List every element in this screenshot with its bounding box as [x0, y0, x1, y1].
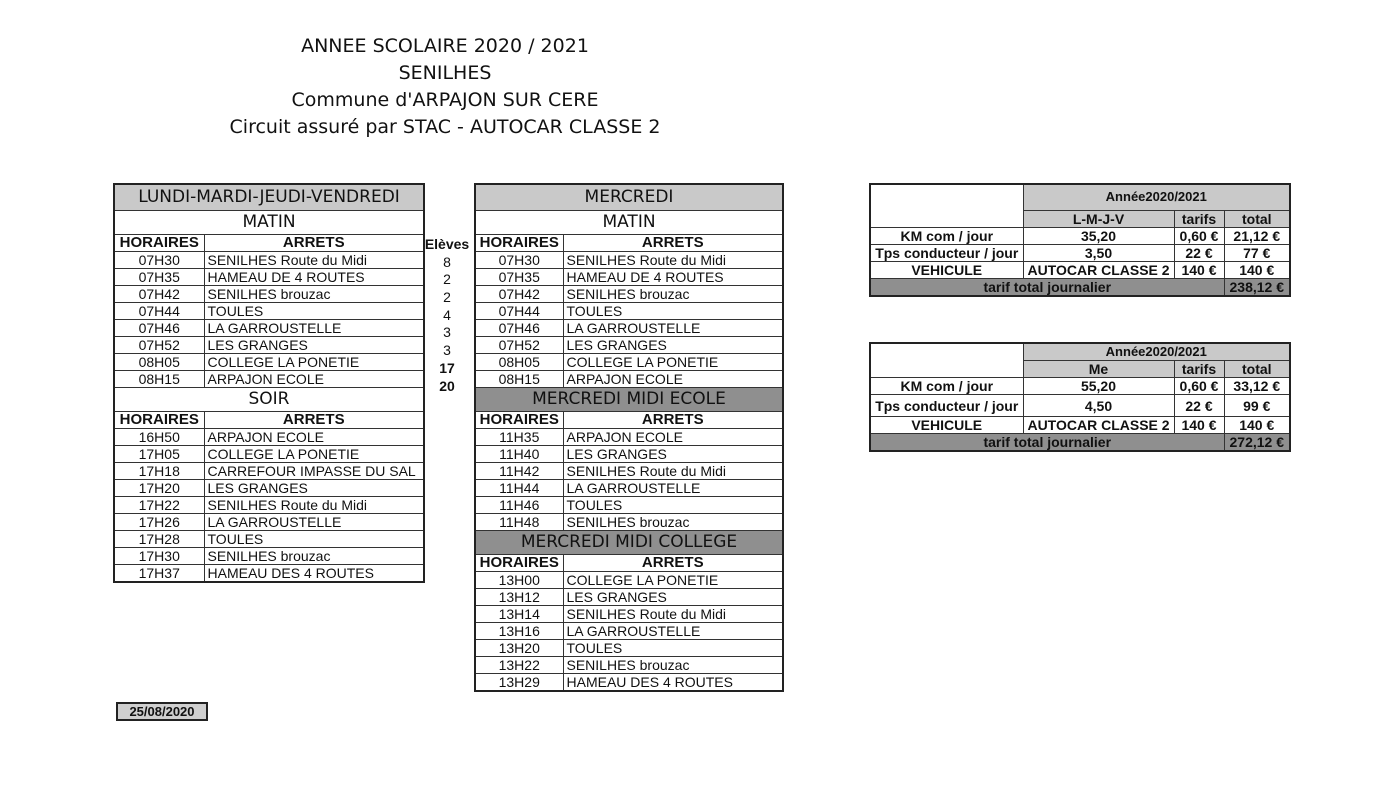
mercredi-midi-college-row: [475, 656, 783, 673]
mercredi-matin-time: 07H44: [475, 302, 563, 319]
mercredi-matin-col-arrets: ARRETS: [563, 234, 783, 251]
lmjv-soir-row: [114, 547, 424, 564]
mercredi-matin-row: [475, 336, 783, 353]
tarif-lmjv-title: Année2020/2021: [1023, 184, 1290, 210]
mercredi-matin-row: [475, 353, 783, 370]
lmjv-soir-row: [114, 428, 424, 445]
lmjv-matin-time: 07H42: [114, 285, 204, 302]
mercredi-matin-time: 07H30: [475, 251, 563, 268]
mercredi-midi-college-row: [475, 622, 783, 639]
mercredi-midi-ecole-time: 11H35: [475, 428, 563, 445]
eleves-count: 17: [439, 359, 455, 376]
lmjv-soir-stop: HAMEAU DES 4 ROUTES: [204, 564, 424, 582]
mercredi-midi-ecole-col-arrets: ARRETS: [563, 411, 783, 428]
lmjv-soir-stop: SENILHES brouzac: [204, 547, 424, 564]
lmjv-matin-stop: LA GARROUSTELLE: [204, 319, 424, 336]
mercredi-midi-college-time: 13H29: [475, 673, 563, 691]
tarif-lmjv-col3: total: [1224, 210, 1290, 227]
lmjv-soir-stop: SENILHES Route du Midi: [204, 496, 424, 513]
mercredi-midi-ecole-time: 11H44: [475, 479, 563, 496]
mercredi-midi-ecole-stop: TOULES: [563, 496, 783, 513]
page-subtitle-commune: Commune d'ARPAJON SUR CERE: [291, 89, 599, 111]
mercredi-matin-col-horaires: HORAIRES: [475, 234, 563, 251]
lmjv-matin-stop: COLLEGE LA PONETIE: [204, 353, 424, 370]
lmjv-soir-row: [114, 462, 424, 479]
mercredi-midi-ecole-time: 11H46: [475, 496, 563, 513]
page-title: ANNEE SCOLAIRE 2020 / 2021: [301, 35, 589, 57]
tarif-me-row-label: KM com / jour: [870, 378, 1023, 395]
tarif-me-table: [869, 342, 1291, 452]
lmjv-soir-time: 17H30: [114, 547, 204, 564]
mercredi-matin-stop: ARPAJON ECOLE: [563, 370, 783, 387]
lmjv-soir-time: 17H28: [114, 530, 204, 547]
mercredi-matin-stop: LA GARROUSTELLE: [563, 319, 783, 336]
mercredi-matin-time: 07H42: [475, 285, 563, 302]
eleves-count: 3: [443, 324, 451, 341]
lmjv-soir-col-horaires: HORAIRES: [114, 411, 204, 428]
lmjv-soir-stop: ARPAJON ECOLE: [204, 428, 424, 445]
eleves-column: [422, 236, 472, 395]
tarif-me-row-tarif: 0,60 €: [1174, 378, 1224, 395]
tarif-lmjv-row-total: 77 €: [1224, 244, 1290, 261]
mercredi-midi-ecole-time: 11H42: [475, 462, 563, 479]
tarif-me-row-value: 55,20: [1023, 378, 1174, 395]
mercredi-midi-college-time: 13H16: [475, 622, 563, 639]
mercredi-matin-row: [475, 319, 783, 336]
lmjv-matin-stop: SENILHES brouzac: [204, 285, 424, 302]
lmjv-soir-time: 17H05: [114, 445, 204, 462]
tarif-lmjv-row-value: AUTOCAR CLASSE 2: [1023, 261, 1174, 278]
mercredi-matin-time: 07H46: [475, 319, 563, 336]
mercredi-matin-stop: SENILHES Route du Midi: [563, 251, 783, 268]
tarif-me-row-label: VEHICULE: [870, 417, 1023, 434]
mercredi-midi-college-row: [475, 605, 783, 622]
lmjv-matin-row: [114, 336, 424, 353]
tarif-lmjv-row-tarif: 0,60 €: [1174, 227, 1224, 244]
mercredi-midi-college-row: [475, 588, 783, 605]
tarif-lmjv-table: [869, 183, 1291, 297]
tarif-lmjv-row-label: Tps conducteur / jour: [870, 244, 1023, 261]
eleves-count: 2: [443, 271, 451, 288]
mercredi-midi-college-stop: LES GRANGES: [563, 588, 783, 605]
mercredi-midi-college-label: MERCREDI MIDI COLLEGE: [475, 530, 783, 554]
lmjv-soir-time: 17H18: [114, 462, 204, 479]
tarif-me-row-value: AUTOCAR CLASSE 2: [1023, 417, 1174, 434]
eleves-count: 4: [443, 306, 451, 323]
mercredi-midi-ecole-row: [475, 513, 783, 530]
tarif-lmjv-row-tarif: 140 €: [1174, 261, 1224, 278]
lmjv-soir-row: [114, 496, 424, 513]
lmjv-soir-time: 17H37: [114, 564, 204, 582]
tarif-lmjv-col2: tarifs: [1174, 210, 1224, 227]
lmjv-matin-time: 08H05: [114, 353, 204, 370]
mercredi-midi-college-stop: SENILHES brouzac: [563, 656, 783, 673]
lmjv-matin-row: [114, 268, 424, 285]
lmjv-matin-label: MATIN: [114, 210, 424, 234]
mercredi-midi-college-row: [475, 673, 783, 691]
lmjv-matin-stop: HAMEAU DE 4 ROUTES: [204, 268, 424, 285]
mercredi-midi-ecole-stop: LES GRANGES: [563, 445, 783, 462]
tarif-me-row-tarif: 22 €: [1174, 395, 1224, 417]
lmjv-matin-stop: LES GRANGES: [204, 336, 424, 353]
lmjv-matin-col-arrets: ARRETS: [204, 234, 424, 251]
tarif-lmjv-row-total: 140 €: [1224, 261, 1290, 278]
lmjv-soir-stop: COLLEGE LA PONETIE: [204, 445, 424, 462]
lmjv-soir-col-arrets: ARRETS: [204, 411, 424, 428]
tarif-me-row-total: 33,12 €: [1224, 378, 1290, 395]
mercredi-midi-ecole-time: 11H40: [475, 445, 563, 462]
mercredi-matin-row: [475, 285, 783, 302]
mercredi-midi-college-stop: SENILHES Route du Midi: [563, 605, 783, 622]
lmjv-soir-row: [114, 564, 424, 582]
lmjv-soir-label: SOIR: [114, 387, 424, 411]
document-date: 25/08/2020: [116, 702, 208, 721]
mercredi-midi-ecole-row: [475, 462, 783, 479]
mercredi-midi-college-stop: HAMEAU DES 4 ROUTES: [563, 673, 783, 691]
tarif-me-row-total: 99 €: [1224, 395, 1290, 417]
mercredi-matin-row: [475, 268, 783, 285]
lmjv-soir-stop: LA GARROUSTELLE: [204, 513, 424, 530]
mercredi-midi-ecole-stop: LA GARROUSTELLE: [563, 479, 783, 496]
tarif-lmjv-col1: L-M-J-V: [1023, 210, 1174, 227]
mercredi-midi-college-time: 13H14: [475, 605, 563, 622]
mercredi-matin-label: MATIN: [475, 210, 783, 234]
tarif-me-row-tarif: 140 €: [1174, 417, 1224, 434]
lmjv-matin-time: 07H46: [114, 319, 204, 336]
mercredi-midi-ecole-label: MERCREDI MIDI ECOLE: [475, 387, 783, 411]
tarif-me-row-total: 140 €: [1224, 417, 1290, 434]
mercredi-matin-time: 07H52: [475, 336, 563, 353]
tarif-me-total-label: tarif total journalier: [870, 434, 1224, 452]
tarif-me-col3: total: [1224, 361, 1290, 378]
mercredi-midi-college-time: 13H12: [475, 588, 563, 605]
mercredi-midi-ecole-row: [475, 428, 783, 445]
mercredi-matin-time: 08H05: [475, 353, 563, 370]
mercredi-matin-stop: SENILHES brouzac: [563, 285, 783, 302]
mercredi-midi-ecole-time: 11H48: [475, 513, 563, 530]
page-subtitle-circuit: Circuit assuré par STAC - AUTOCAR CLASSE 2: [229, 116, 661, 138]
lmjv-matin-row: [114, 302, 424, 319]
mercredi-matin-row: [475, 370, 783, 387]
lmjv-soir-row: [114, 445, 424, 462]
lmjv-matin-stop: TOULES: [204, 302, 424, 319]
mercredi-midi-college-stop: TOULES: [563, 639, 783, 656]
mercredi-midi-ecole-row: [475, 445, 783, 462]
mercredi-matin-time: 08H15: [475, 370, 563, 387]
mercredi-midi-ecole-row: [475, 479, 783, 496]
mercredi-midi-college-row: [475, 571, 783, 588]
mercredi-midi-ecole-stop: ARPAJON ECOLE: [563, 428, 783, 445]
eleves-count: 20: [439, 377, 455, 394]
tarif-lmjv-row-label: VEHICULE: [870, 261, 1023, 278]
lmjv-soir-stop: LES GRANGES: [204, 479, 424, 496]
mercredi-matin-stop: COLLEGE LA PONETIE: [563, 353, 783, 370]
lmjv-matin-time: 08H15: [114, 370, 204, 387]
tarif-me-total-value: 272,12 €: [1224, 434, 1290, 452]
tarif-lmjv-row-value: 35,20: [1023, 227, 1174, 244]
mercredi-midi-college-row: [475, 639, 783, 656]
mercredi-midi-ecole-col-horaires: HORAIRES: [475, 411, 563, 428]
eleves-count: 3: [443, 342, 451, 359]
mercredi-matin-stop: HAMEAU DE 4 ROUTES: [563, 268, 783, 285]
lmjv-matin-time: 07H30: [114, 251, 204, 268]
mercredi-matin-row: [475, 251, 783, 268]
lmjv-matin-row: [114, 353, 424, 370]
lmjv-soir-time: 16H50: [114, 428, 204, 445]
mercredi-midi-ecole-stop: SENILHES Route du Midi: [563, 462, 783, 479]
page-subtitle-locality: SENILHES: [398, 62, 492, 84]
lmjv-matin-row: [114, 251, 424, 268]
tarif-lmjv-total-value: 238,12 €: [1224, 278, 1290, 296]
lmjv-title: LUNDI-MARDI-JEUDI-VENDREDI: [114, 184, 424, 210]
lmjv-matin-time: 07H35: [114, 268, 204, 285]
lmjv-soir-time: 17H22: [114, 496, 204, 513]
eleves-count: 8: [443, 253, 451, 270]
lmjv-matin-time: 07H44: [114, 302, 204, 319]
mercredi-midi-ecole-row: [475, 496, 783, 513]
mercredi-matin-row: [475, 302, 783, 319]
mercredi-midi-college-stop: LA GARROUSTELLE: [563, 622, 783, 639]
lmjv-soir-row: [114, 479, 424, 496]
lmjv-soir-row: [114, 530, 424, 547]
lmjv-matin-row: [114, 370, 424, 387]
tarif-lmjv-total-label: tarif total journalier: [870, 278, 1224, 296]
mercredi-midi-college-col-horaires: HORAIRES: [475, 554, 563, 571]
lmjv-matin-col-horaires: HORAIRES: [114, 234, 204, 251]
lmjv-soir-stop: TOULES: [204, 530, 424, 547]
mercredi-title: MERCREDI: [475, 184, 783, 210]
eleves-header: Elèves: [424, 236, 470, 252]
mercredi-midi-college-time: 13H22: [475, 656, 563, 673]
mercredi-midi-college-time: 13H20: [475, 639, 563, 656]
tarif-me-row-value: 4,50: [1023, 395, 1174, 417]
lmjv-soir-row: [114, 513, 424, 530]
lmjv-soir-stop: CARREFOUR IMPASSE DU SAL: [204, 462, 424, 479]
tarif-me-title: Année2020/2021: [1023, 343, 1290, 361]
schedule-lmjv-table: [113, 183, 425, 583]
mercredi-matin-stop: LES GRANGES: [563, 336, 783, 353]
mercredi-midi-college-col-arrets: ARRETS: [563, 554, 783, 571]
tarif-me-row-label: Tps conducteur / jour: [870, 395, 1023, 417]
tarif-lmjv-row-total: 21,12 €: [1224, 227, 1290, 244]
mercredi-midi-college-time: 13H00: [475, 571, 563, 588]
schedule-mercredi-table: [474, 183, 784, 692]
lmjv-matin-time: 07H52: [114, 336, 204, 353]
mercredi-midi-ecole-stop: SENILHES brouzac: [563, 513, 783, 530]
lmjv-soir-time: 17H20: [114, 479, 204, 496]
lmjv-matin-row: [114, 319, 424, 336]
lmjv-soir-time: 17H26: [114, 513, 204, 530]
lmjv-matin-stop: SENILHES Route du Midi: [204, 251, 424, 268]
mercredi-matin-stop: TOULES: [563, 302, 783, 319]
lmjv-matin-stop: ARPAJON ECOLE: [204, 370, 424, 387]
tarif-lmjv-row-value: 3,50: [1023, 244, 1174, 261]
eleves-count: 2: [443, 289, 451, 306]
tarif-lmjv-row-label: KM com / jour: [870, 227, 1023, 244]
tarif-lmjv-row-tarif: 22 €: [1174, 244, 1224, 261]
tarif-me-col1: Me: [1023, 361, 1174, 378]
mercredi-midi-college-stop: COLLEGE LA PONETIE: [563, 571, 783, 588]
tarif-me-col2: tarifs: [1174, 361, 1224, 378]
lmjv-matin-row: [114, 285, 424, 302]
mercredi-matin-time: 07H35: [475, 268, 563, 285]
